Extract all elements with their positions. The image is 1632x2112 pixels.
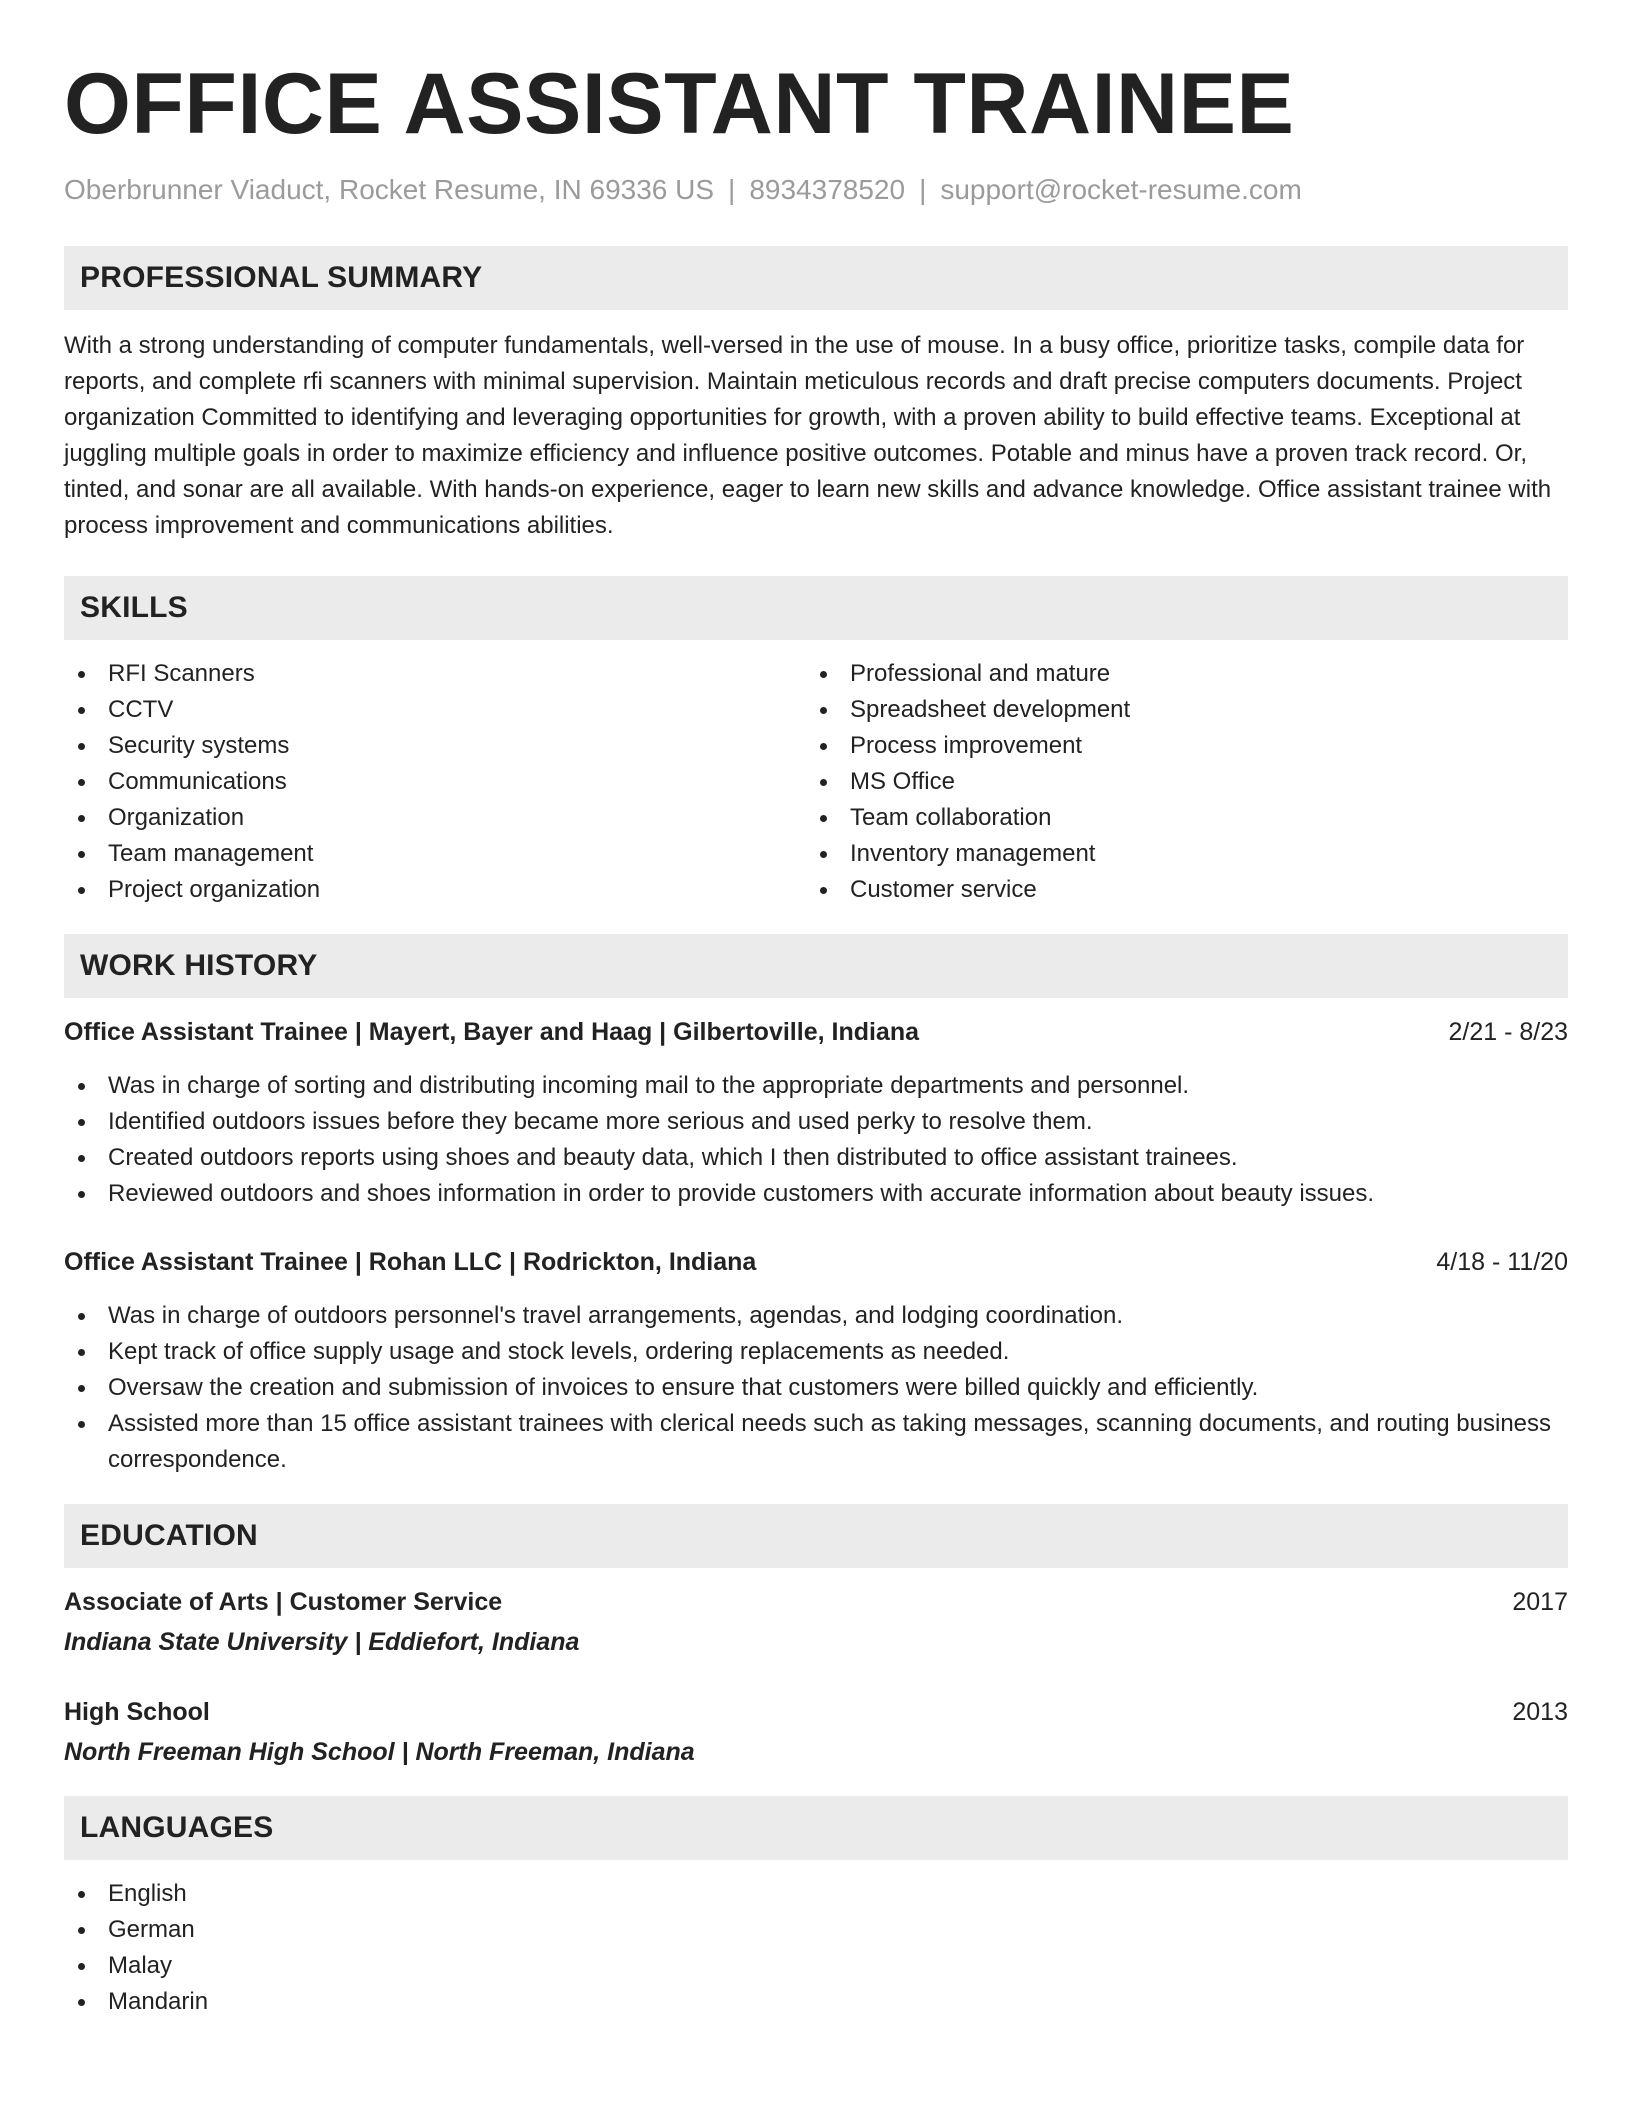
skill-item: Team collaboration <box>806 800 1548 836</box>
job-bullet: Reviewed outdoors and shoes information in order to provide customers with accurate information about beauty issues. <box>64 1176 1568 1212</box>
job-entry <box>64 1244 1568 1478</box>
skills-list-left <box>64 656 806 908</box>
summary-text: With a strong understanding of computer fundamentals, well-versed in the use of mouse. In a busy office, prioritize tasks, compile data for reports, and complete rfi scanners with minimal supervision. Maintain meticulous records and draft precise computers documents. Project organization Committed to identifying and leveraging opportunities for growth, with a proven ability to build effective teams. Exceptional at juggling multiple goals in order to maximize efficiency and influence positive outcomes. Potable and minus have a proven track record. Or, tinted, and sonar are all available. With hands-on experience, eager to learn new skills and advance knowledge. Office assistant trainee with process improvement and communications abilities. <box>64 332 1552 539</box>
education-header <box>64 1694 1568 1730</box>
skill-item: Process improvement <box>806 728 1548 764</box>
skill-item: Project organization <box>64 872 806 908</box>
skill-item: Communications <box>64 764 806 800</box>
resume-name: OFFICE ASSISTANT TRAINEE <box>64 56 1295 152</box>
job-entry <box>64 1014 1568 1212</box>
education-school: North Freeman High School | North Freeman, Indiana <box>64 1738 695 1766</box>
contact-separator: | <box>919 174 927 205</box>
job-title: Office Assistant Trainee | Mayert, Bayer and Haag | Gilbertoville, Indiana <box>64 1018 920 1046</box>
job-bullet: Oversaw the creation and submission of invoices to ensure that customers were billed quickly and efficiently. <box>64 1370 1568 1406</box>
language-item: English <box>64 1876 1568 1912</box>
skill-item: RFI Scanners <box>64 656 806 692</box>
skill-item: Spreadsheet development <box>806 692 1548 728</box>
job-bullets <box>64 1298 1568 1478</box>
skill-item: Organization <box>64 800 806 836</box>
education-year: 2013 <box>1512 1698 1568 1726</box>
section-header-skills: SKILLS <box>64 576 1568 640</box>
education-degree: High School <box>64 1698 210 1726</box>
language-item: Malay <box>64 1948 1568 1984</box>
job-bullet: Kept track of office supply usage and stock levels, ordering replacements as needed. <box>64 1334 1568 1370</box>
section-header-languages: LANGUAGES <box>64 1796 1568 1860</box>
job-bullet: Was in charge of outdoors personnel's travel arrangements, agendas, and lodging coordination. <box>64 1298 1568 1334</box>
language-item: Mandarin <box>64 1984 1568 2020</box>
skill-item: Customer service <box>806 872 1548 908</box>
contact-separator: | <box>728 174 736 205</box>
resume-page <box>64 54 1568 2020</box>
skills-list-right <box>806 656 1548 908</box>
skill-item: CCTV <box>64 692 806 728</box>
skill-item: Security systems <box>64 728 806 764</box>
job-bullet: Assisted more than 15 office assistant trainees with clerical needs such as taking messages, scanning documents, and routing business correspondence. <box>64 1406 1568 1478</box>
education-entry <box>64 1584 1568 1660</box>
job-bullet: Created outdoors reports using shoes and beauty data, which I then distributed to office assistant trainees. <box>64 1140 1568 1176</box>
job-header <box>64 1244 1568 1280</box>
job-dates: 2/21 - 8/23 <box>1448 1018 1568 1046</box>
job-bullet: Was in charge of sorting and distributing incoming mail to the appropriate departments and personnel. <box>64 1068 1568 1104</box>
skill-item: Inventory management <box>806 836 1548 872</box>
section-header-education: EDUCATION <box>64 1504 1568 1568</box>
skill-item: MS Office <box>806 764 1548 800</box>
language-item: German <box>64 1912 1568 1948</box>
job-bullets <box>64 1068 1568 1212</box>
skill-item: Team management <box>64 836 806 872</box>
job-title: Office Assistant Trainee | Rohan LLC | Rodrickton, Indiana <box>64 1248 757 1276</box>
education-entry <box>64 1694 1568 1770</box>
section-header-summary: PROFESSIONAL SUMMARY <box>64 246 1568 310</box>
contact-address: Oberbrunner Viaduct, Rocket Resume, IN 69336 US <box>64 174 715 205</box>
skill-item: Professional and mature <box>806 656 1548 692</box>
education-school: Indiana State University | Eddiefort, Indiana <box>64 1628 580 1656</box>
job-bullet: Identified outdoors issues before they became more serious and used perky to resolve them. <box>64 1104 1568 1140</box>
job-dates: 4/18 - 11/20 <box>1436 1248 1568 1276</box>
education-degree: Associate of Arts | Customer Service <box>64 1588 503 1616</box>
skills-grid <box>64 656 1568 908</box>
contact-email: support@rocket-resume.com <box>940 174 1302 205</box>
education-header <box>64 1584 1568 1620</box>
languages-list <box>64 1876 1568 2020</box>
contact-line <box>64 172 1568 208</box>
contact-phone: 8934378520 <box>749 174 906 205</box>
education-year: 2017 <box>1512 1588 1568 1616</box>
section-header-work-history: WORK HISTORY <box>64 934 1568 998</box>
job-header <box>64 1014 1568 1050</box>
